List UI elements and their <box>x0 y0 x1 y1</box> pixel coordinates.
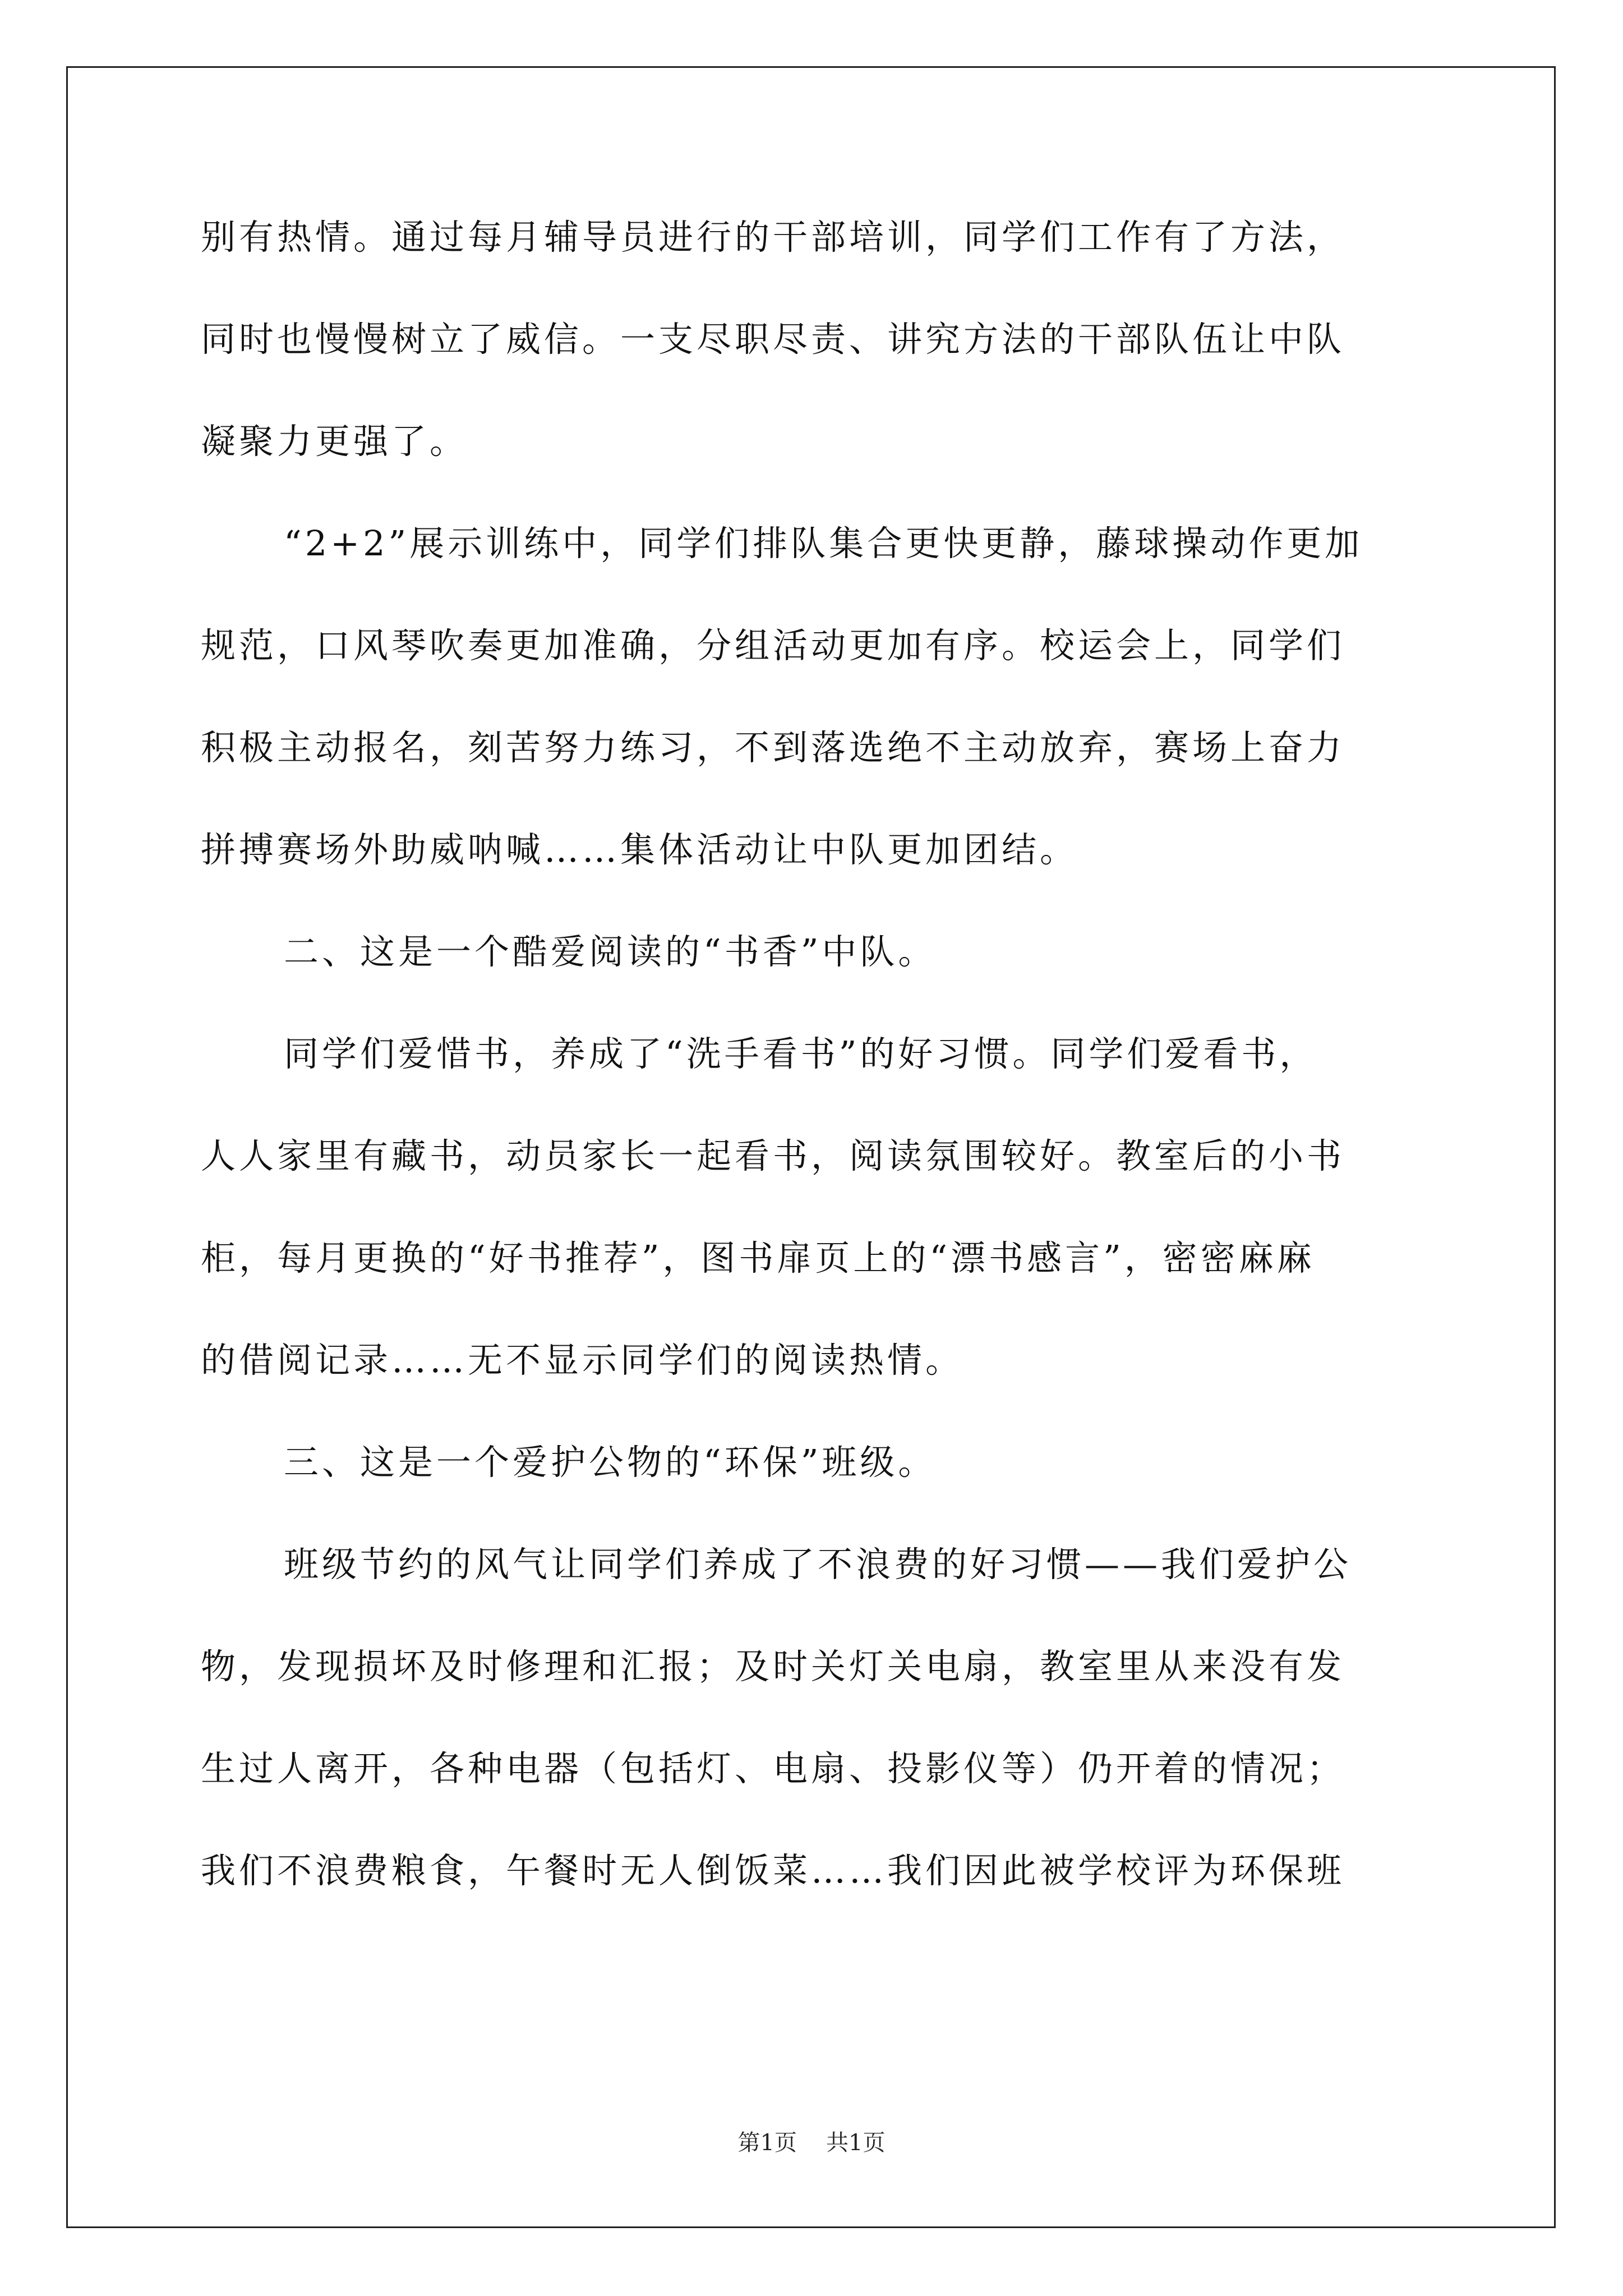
text-line: “2+2”展示训练中，同学们排队集合更快更静，藤球操动作更加 <box>284 523 1363 564</box>
text-line: 同学们爱惜书，养成了“洗手看书”的好习惯。同学们爱看书， <box>284 1033 1318 1074</box>
page-number: 第1页 <box>737 2130 797 2156</box>
text-line: 别有热情。通过每月辅导员进行的干部培训，同学们工作有了方法， <box>201 217 1345 257</box>
text-line: 的借阅记录……无不显示同学们的阅读热情。 <box>201 1340 964 1381</box>
text-line: 规范，口风琴吹奏更加准确，分组活动更加有序。校运会上，同学们 <box>201 625 1345 666</box>
text-line: 班级节约的风气让同学们养成了不浪费的好习惯——我们爱护公 <box>284 1544 1352 1585</box>
page-footer <box>0 2126 1623 2160</box>
document-body <box>201 186 1435 1922</box>
section-heading: 三、这是一个爱护公物的“环保”班级。 <box>284 1442 937 1483</box>
page-total: 共1页 <box>826 2130 886 2156</box>
text-line: 我们不浪费粮食，午餐时无人倒饭菜……我们因此被学校评为环保班 <box>201 1850 1345 1891</box>
text-line: 柜，每月更换的“好书推荐”，图书扉页上的“漂书感言”，密密麻麻 <box>201 1237 1315 1278</box>
text-line: 拼搏赛场外助威呐喊……集体活动让中队更加团结。 <box>201 829 1078 870</box>
text-line: 同时也慢慢树立了威信。一支尽职尽责、讲究方法的干部队伍让中队 <box>201 319 1345 360</box>
text-line: 积极主动报名，刻苦努力练习，不到落选绝不主动放弃，赛场上奋力 <box>201 727 1345 768</box>
text-line: 生过人离开，各种电器（包括灯、电扇、投影仪等）仍开着的情况； <box>201 1748 1345 1789</box>
section-heading: 二、这是一个酷爱阅读的“书香”中队。 <box>284 931 937 972</box>
text-line: 人人家里有藏书，动员家长一起看书，阅读氛围较好。教室后的小书 <box>201 1135 1345 1176</box>
text-line: 凝聚力更强了。 <box>201 421 468 462</box>
text-line: 物，发现损坏及时修理和汇报；及时关灯关电扇，教室里从来没有发 <box>201 1646 1345 1687</box>
